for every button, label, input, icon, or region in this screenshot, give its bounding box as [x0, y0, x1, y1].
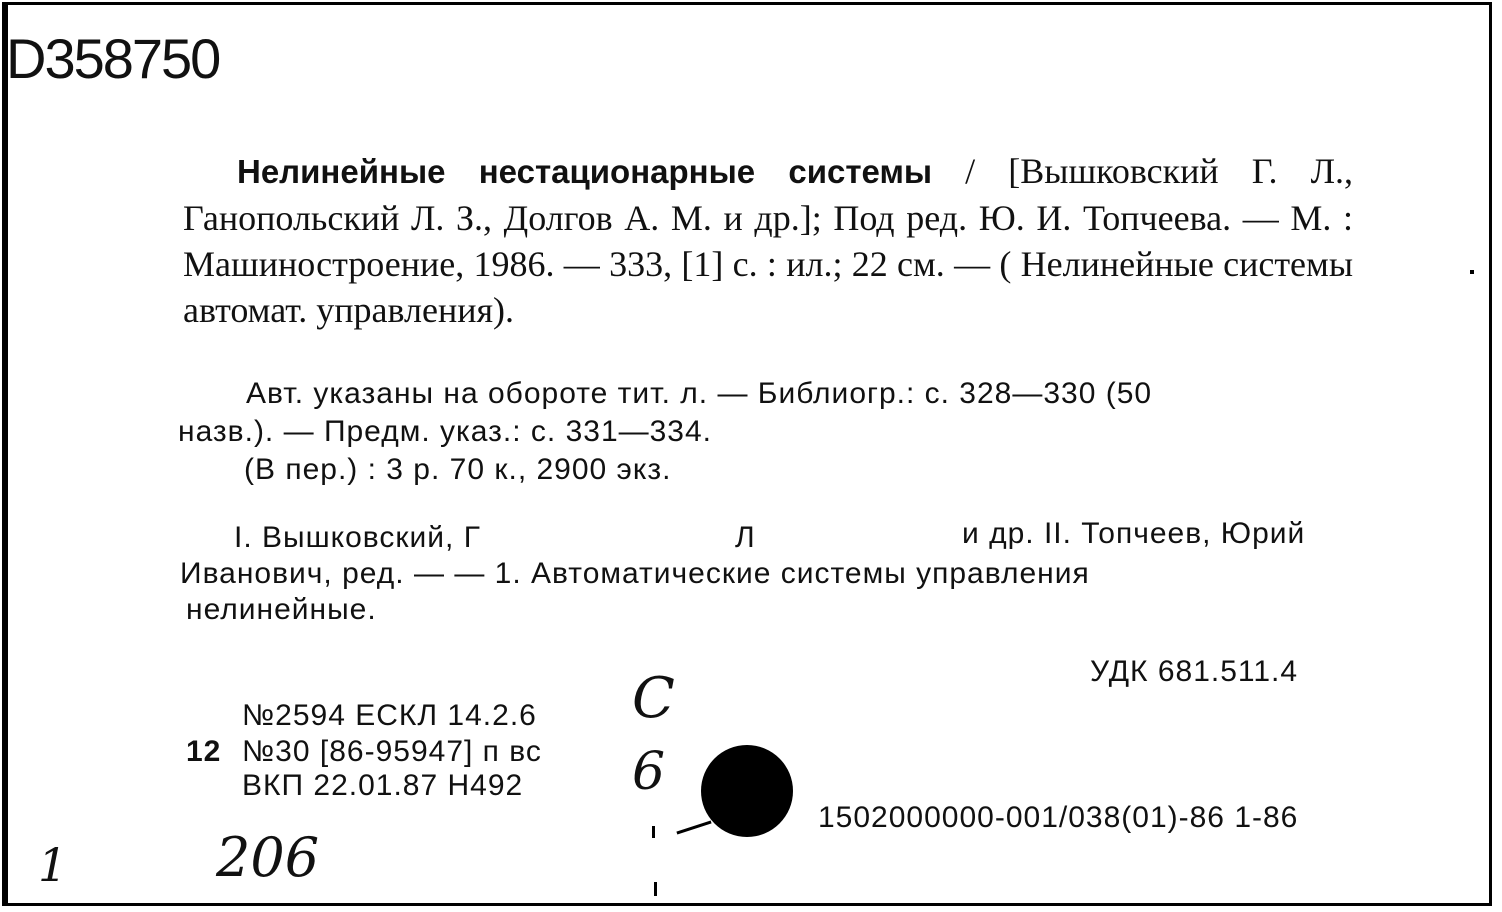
handwritten-1: 1: [38, 838, 68, 892]
tracings-line-1c: и др. II. Топчеев, Юрий: [962, 517, 1306, 550]
tracings-line-1a: I. Вышковский, Г: [234, 521, 481, 554]
main-entry-text: / [Вышковский Г. Л., Ганопольский Л. З., Долгов А. М. и др.]; Под ред. Ю. И. Топчеева. — М. : Машиностроение, 1986. — 333, [1] с. : ил.; 22 см. — ( Нелинейные системы автомат. управления).: [183, 151, 1353, 330]
tracings-line-1b: Л: [735, 521, 756, 554]
title: Нелинейные нестационарные системы: [237, 153, 933, 190]
code-prefix: 12: [186, 735, 222, 768]
note-line-1: Авт. указаны на обороте тит. л. — Библиогр.: с. 328—330 (50: [246, 377, 1153, 410]
speck: [1470, 270, 1474, 274]
code-line-2: №30 [86-95947] п вс: [242, 735, 542, 768]
tracings-line-3: нелинейные.: [186, 593, 377, 626]
price-line: (В пер.) : 3 р. 70 к., 2900 экз.: [244, 453, 672, 486]
handwritten-6: 6: [632, 742, 666, 802]
code-line-1: №2594 ЕСКЛ 14.2.6: [242, 699, 537, 732]
punch-hole: [701, 745, 793, 837]
isbn-code: 1502000000-001/038(01)-86 1-86: [818, 801, 1299, 834]
code-line-3: ВКП 22.01.87 Н492: [242, 769, 524, 802]
note-line-2: назв.). — Предм. указ.: с. 331—334.: [178, 415, 713, 448]
pencil-mark-2: [652, 826, 655, 838]
tracings-line-2: Иванович, ред. — — 1. Автоматические системы управления: [180, 557, 1090, 590]
handwritten-c: C: [632, 666, 675, 731]
main-entry: [183, 148, 1353, 333]
handwritten-206: 206: [216, 826, 320, 889]
udc: УДК 681.511.4: [1090, 655, 1299, 688]
pencil-mark-3: [654, 882, 657, 896]
card-number: D358750: [6, 27, 220, 90]
